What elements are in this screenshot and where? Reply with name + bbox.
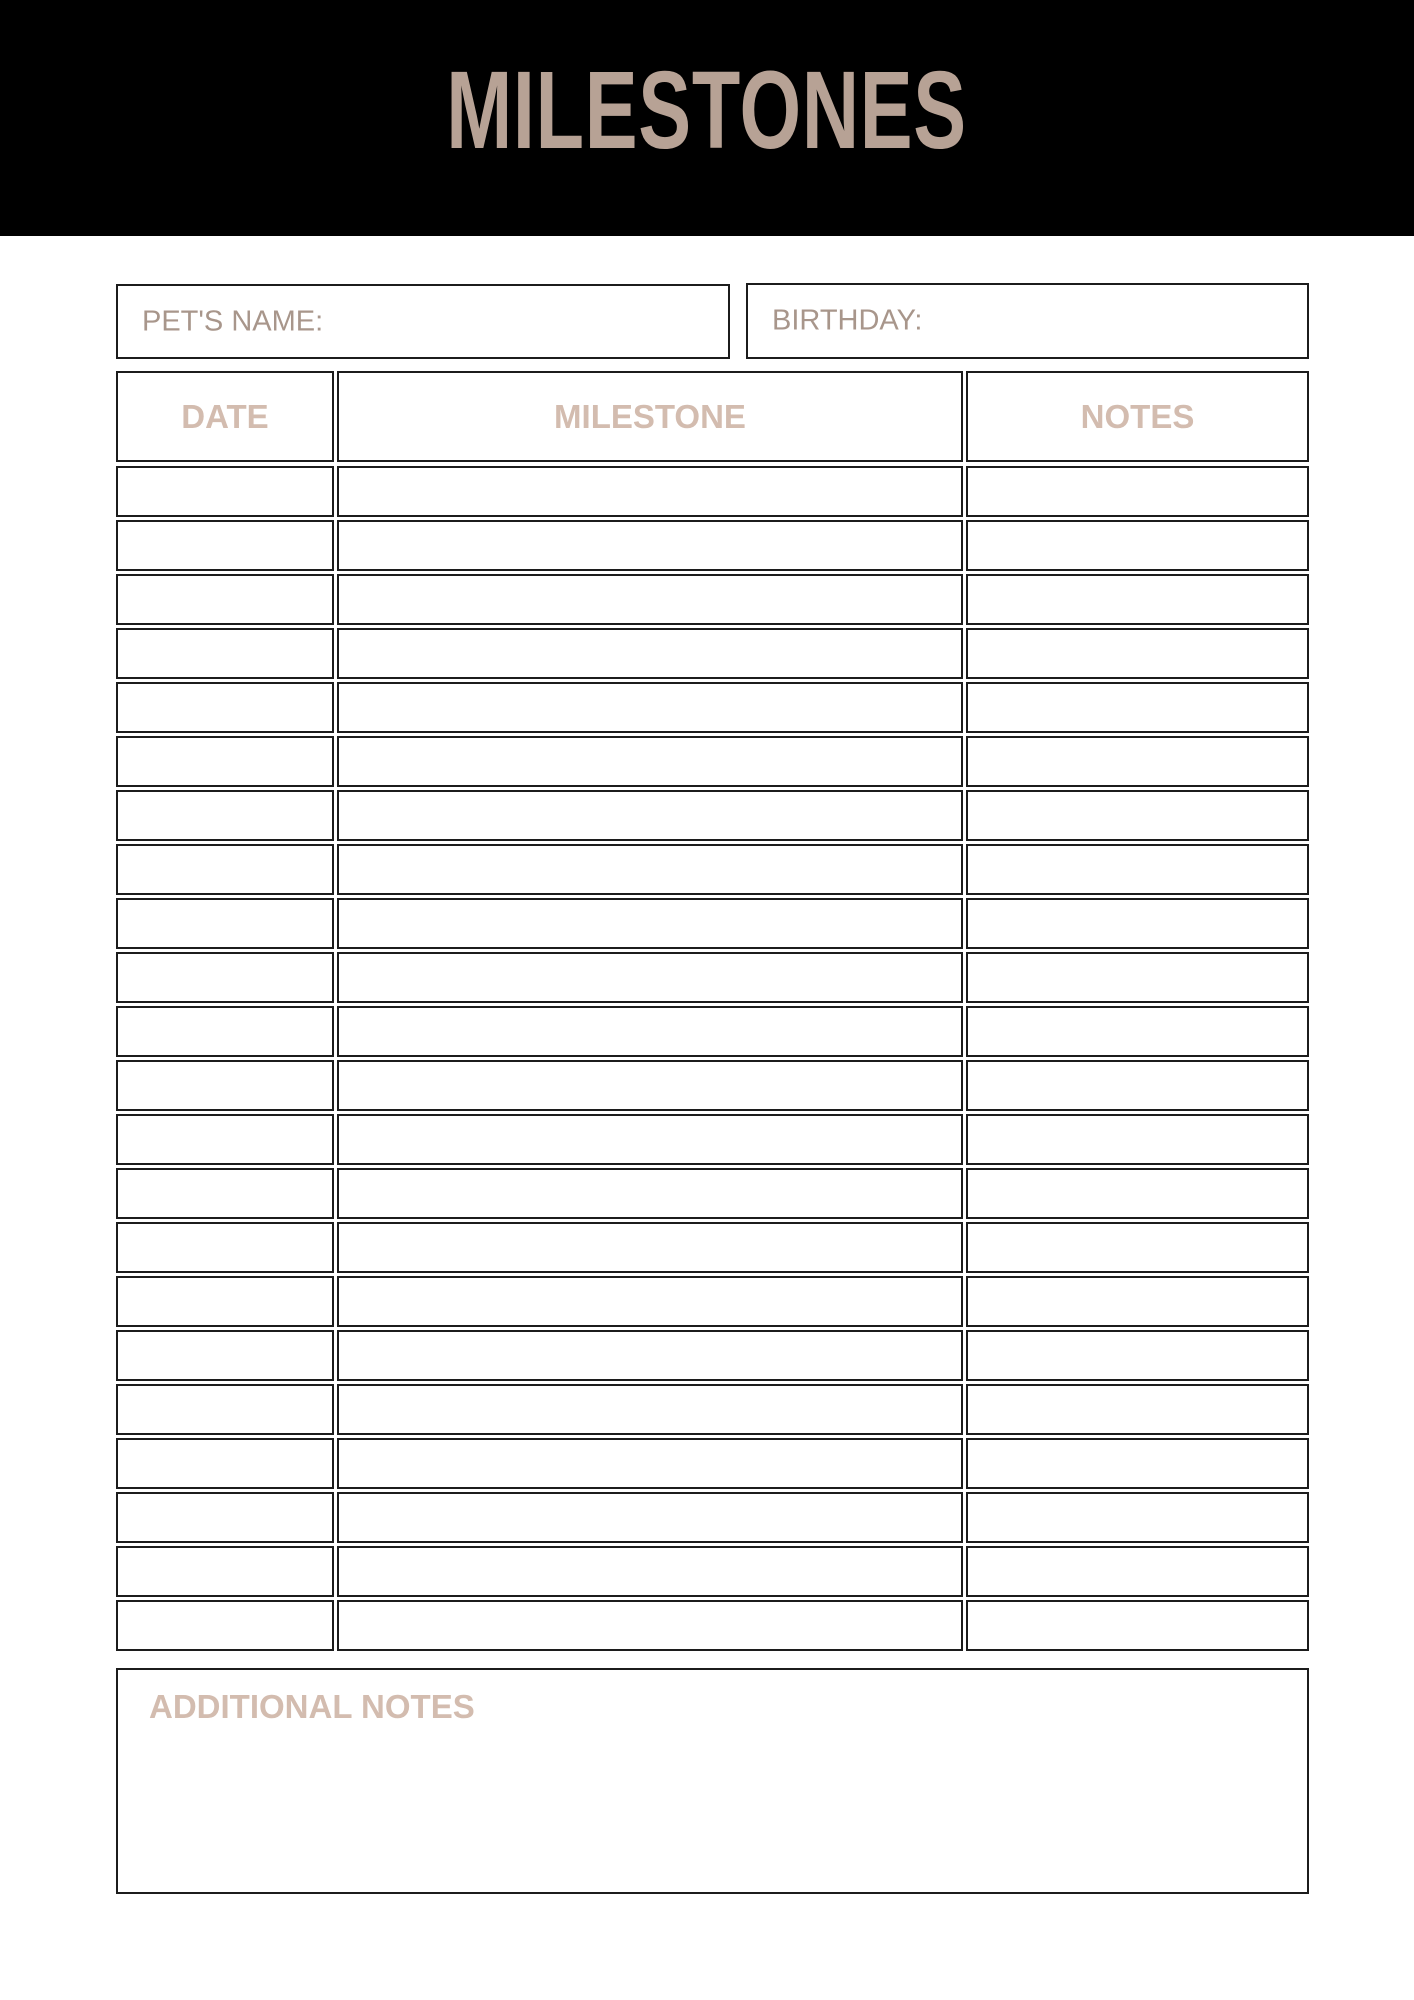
notes-cell[interactable] (966, 1168, 1309, 1219)
column-header-milestone-label: MILESTONE (554, 397, 746, 435)
notes-cell[interactable] (966, 628, 1309, 679)
milestone-cell[interactable] (337, 1384, 963, 1435)
column-header-milestone (337, 371, 963, 462)
column-header-date-label: DATE (181, 397, 269, 435)
notes-cell[interactable] (966, 520, 1309, 571)
notes-cell[interactable] (966, 1114, 1309, 1165)
milestone-cell[interactable] (337, 682, 963, 733)
date-cell[interactable] (116, 628, 334, 679)
date-cell[interactable] (116, 520, 334, 571)
date-cell[interactable] (116, 1384, 334, 1435)
date-cell[interactable] (116, 1006, 334, 1057)
milestone-cell[interactable] (337, 1492, 963, 1543)
milestone-cell[interactable] (337, 1006, 963, 1057)
date-cell[interactable] (116, 898, 334, 949)
notes-cell[interactable] (966, 682, 1309, 733)
date-cell[interactable] (116, 1438, 334, 1489)
notes-cell[interactable] (966, 1276, 1309, 1327)
notes-cell[interactable] (966, 736, 1309, 787)
date-cell[interactable] (116, 1114, 334, 1165)
date-cell[interactable] (116, 952, 334, 1003)
notes-cell[interactable] (966, 1492, 1309, 1543)
milestone-cell[interactable] (337, 736, 963, 787)
notes-cell[interactable] (966, 1222, 1309, 1273)
date-cell[interactable] (116, 1600, 334, 1651)
page-title: MILESTONES (446, 49, 968, 172)
notes-cell[interactable] (966, 466, 1309, 517)
pet-name-field[interactable] (116, 284, 730, 359)
milestone-cell[interactable] (337, 1600, 963, 1651)
date-cell[interactable] (116, 1276, 334, 1327)
milestone-cell[interactable] (337, 520, 963, 571)
date-cell[interactable] (116, 682, 334, 733)
birthday-label: BIRTHDAY: (772, 304, 923, 337)
date-cell[interactable] (116, 1492, 334, 1543)
milestone-cell[interactable] (337, 1114, 963, 1165)
header-banner (0, 0, 1414, 236)
additional-notes-label: ADDITIONAL NOTES (149, 1688, 475, 1725)
notes-cell[interactable] (966, 1438, 1309, 1489)
column-header-notes-label: NOTES (1080, 397, 1195, 435)
date-cell[interactable] (116, 1060, 334, 1111)
birthday-field[interactable] (746, 283, 1309, 359)
date-cell[interactable] (116, 736, 334, 787)
milestone-cell[interactable] (337, 628, 963, 679)
notes-cell[interactable] (966, 790, 1309, 841)
milestone-cell[interactable] (337, 466, 963, 517)
date-cell[interactable] (116, 466, 334, 517)
column-header-date (116, 371, 334, 462)
date-cell[interactable] (116, 844, 334, 895)
notes-cell[interactable] (966, 1006, 1309, 1057)
notes-cell[interactable] (966, 844, 1309, 895)
date-cell[interactable] (116, 1546, 334, 1597)
milestone-cell[interactable] (337, 898, 963, 949)
date-cell[interactable] (116, 1168, 334, 1219)
notes-cell[interactable] (966, 1600, 1309, 1651)
notes-cell[interactable] (966, 1330, 1309, 1381)
milestone-cell[interactable] (337, 1276, 963, 1327)
milestone-cell[interactable] (337, 952, 963, 1003)
milestone-cell[interactable] (337, 1168, 963, 1219)
additional-notes-box[interactable] (116, 1668, 1309, 1894)
milestone-cell[interactable] (337, 1330, 963, 1381)
date-cell[interactable] (116, 1222, 334, 1273)
milestone-cell[interactable] (337, 844, 963, 895)
notes-cell[interactable] (966, 952, 1309, 1003)
date-cell[interactable] (116, 574, 334, 625)
date-cell[interactable] (116, 790, 334, 841)
column-header-notes (966, 371, 1309, 462)
milestone-cell[interactable] (337, 574, 963, 625)
notes-cell[interactable] (966, 1060, 1309, 1111)
milestone-cell[interactable] (337, 1546, 963, 1597)
notes-cell[interactable] (966, 1384, 1309, 1435)
notes-cell[interactable] (966, 898, 1309, 949)
milestone-cell[interactable] (337, 1438, 963, 1489)
milestone-cell[interactable] (337, 1060, 963, 1111)
date-cell[interactable] (116, 1330, 334, 1381)
milestone-cell[interactable] (337, 1222, 963, 1273)
notes-cell[interactable] (966, 1546, 1309, 1597)
pet-name-label: PET'S NAME: (142, 305, 324, 337)
notes-cell[interactable] (966, 574, 1309, 625)
milestone-cell[interactable] (337, 790, 963, 841)
